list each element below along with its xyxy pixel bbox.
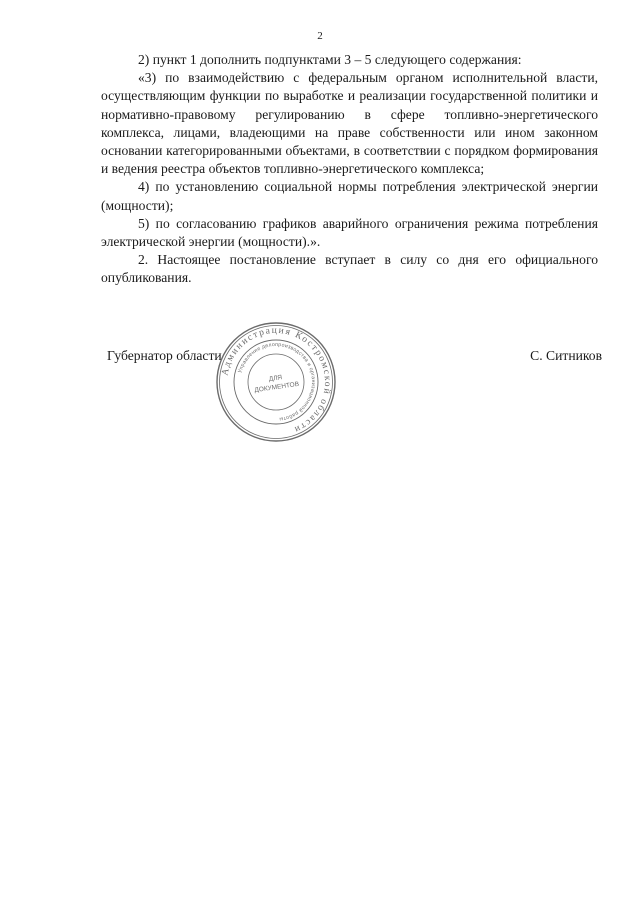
document-body <box>101 51 598 288</box>
page-number: 2 <box>317 30 323 42</box>
paragraph-subitem-5: 5) по согласованию графиков аварийного ограничения режима потребления электрической энергии (мощности).». <box>101 215 598 250</box>
seal-outer-text: Администрация Костромской области <box>220 325 333 435</box>
official-seal-stamp <box>214 320 338 444</box>
seal-center-line2: ДОКУМЕНТОВ <box>254 380 300 395</box>
paragraph-subitem-4: 4) по установлению социальной нормы потребления электрической энергии (мощности); <box>101 179 598 213</box>
seal-inner-text: Управление делопроизводства и организационной работы <box>237 341 317 422</box>
seal-center-line1: ДЛЯ <box>268 374 283 383</box>
signatory-name: С. Ситников <box>530 348 602 363</box>
signature-block <box>107 348 602 368</box>
paragraph-amendment-intro: 2) пункт 1 дополнить подпунктами 3 – 5 следующего содержания: <box>138 52 522 67</box>
signatory-title: Губернатор области <box>107 348 222 363</box>
paragraph-effective-date: 2. Настоящее постановление вступает в силу со дня его официального опубликования. <box>101 252 598 286</box>
seal-graphic <box>214 320 338 444</box>
paragraph-subitem-3: «3) по взаимодействию с федеральным органом исполнительной власти, осуществляющим функции по выработке и реализации государственной политики и нормативно-правовому регулированию в сфере топливно-энергетического комплекса, лицами, владеющими на праве собственности или ином законном основании категорированными объектами, в соответствии с порядком формирования и ведения реестра объектов топливно-энергетического комплекса; <box>101 70 598 177</box>
